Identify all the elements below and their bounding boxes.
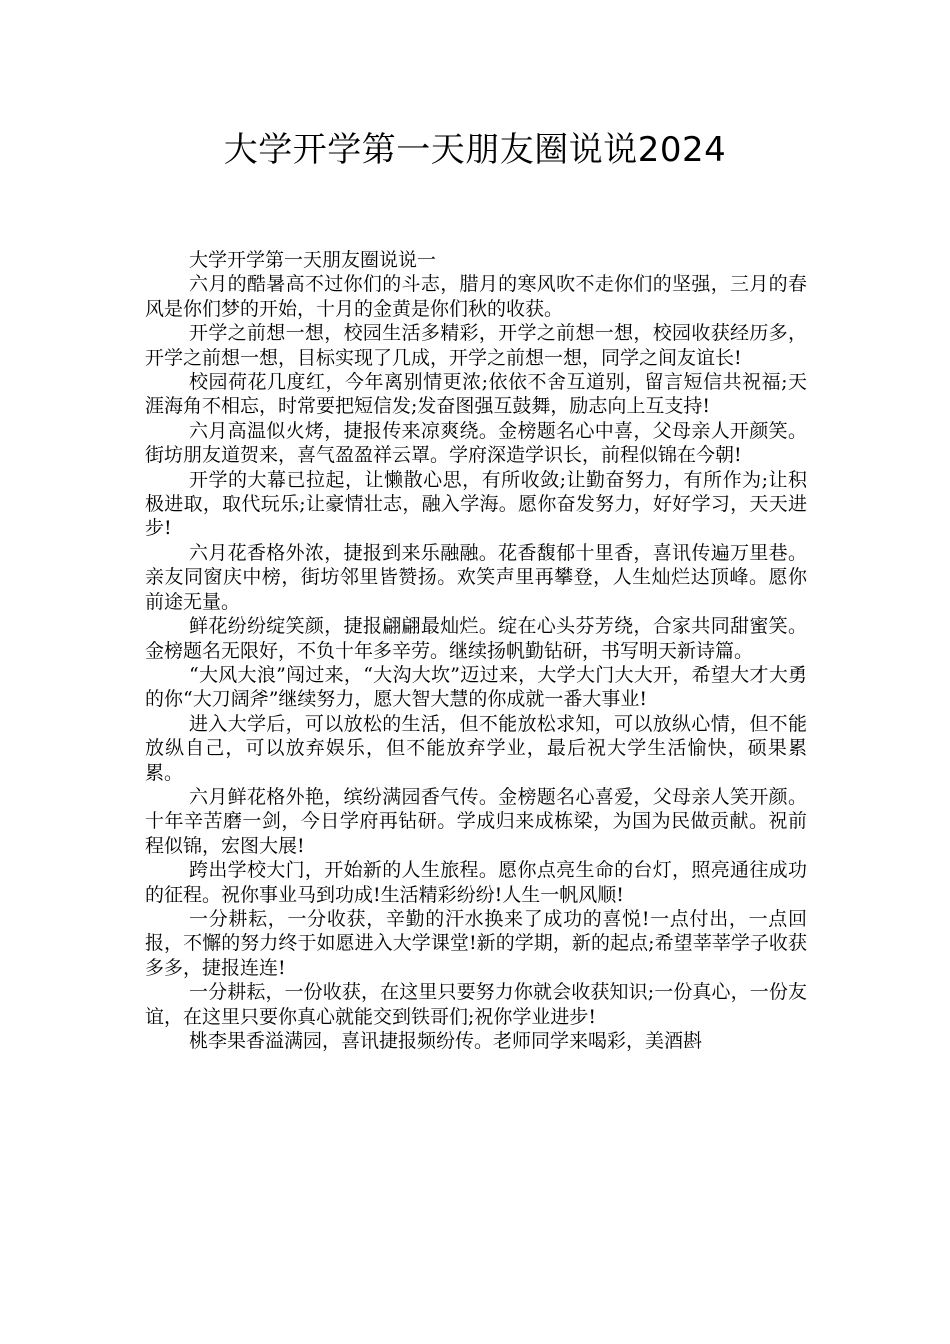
document-body: [145, 248, 807, 1053]
paragraph: 进入大学后，可以放松的生活，但不能放松求知，可以放纵心情，但不能放纵自己，可以放弃娱乐，但不能放弃学业，最后祝大学生活愉快，硕果累累。: [145, 712, 807, 784]
paragraph: 鲜花纷纷绽笑颜，捷报翩翩最灿烂。绽在心头芬芳绕，合家共同甜蜜笑。金榜题名无限好，不负十年多辛劳。继续扬帆勤钻研，书写明天新诗篇。: [145, 615, 807, 662]
paragraph: 六月鲜花格外艳，缤纷满园香气传。金榜题名心喜爱，父母亲人笑开颜。十年辛苦磨一剑，今日学府再钻研。学成归来成栋梁，为国为民做贡献。祝前程似锦，宏图大展!: [145, 785, 807, 857]
paragraph: 一分耕耘，一分收获，辛勤的汗水换来了成功的喜悦!一点付出，一点回报，不懈的努力终于如愿进入大学课堂!新的学期，新的起点;希望莘莘学子收获多多，捷报连连!: [145, 907, 807, 979]
paragraph: 六月高温似火烤，捷报传来凉爽绕。金榜题名心中喜，父母亲人开颜笑。街坊朋友道贺来，喜气盈盈祥云罩。学府深造学识长，前程似锦在今朝!: [145, 419, 807, 467]
paragraph: 校园荷花几度红，今年离别情更浓;依依不舍互道别，留言短信共祝福;天涯海角不相忘，时常要把短信发;发奋图强互鼓舞，励志向上互支持!: [145, 371, 807, 418]
paragraph: 跨出学校大门，开始新的人生旅程。愿你点亮生命的台灯，照亮通往成功的征程。祝你事业马到功成!生活精彩纷纷!人生一帆风顺!: [145, 859, 807, 906]
section-heading: 大学开学第一天朋友圈说说一: [189, 249, 437, 271]
paragraph: “大风大浪”闯过来，“大沟大坎”迈过来，大学大门大大开，希望大才大勇的你“大刀阔斧”继续努力，愿大智大慧的你成就一番大事业!: [145, 663, 807, 711]
paragraph: 六月花香格外浓，捷报到来乐融融。花香馥郁十里香，喜讯传遍万里巷。亲友同窗庆中榜，街坊邻里皆赞扬。欢笑声里再攀登，人生灿烂达顶峰。愿你前途无量。: [145, 541, 807, 613]
paragraph: 桃李果香溢满园，喜讯捷报频纷传。老师同学来喝彩，美酒斟: [189, 1030, 703, 1052]
paragraph: 开学之前想一想，校园生活多精彩，开学之前想一想，校园收获经历多，开学之前想一想，目标实现了几成，开学之前想一想，同学之间友谊长!: [145, 322, 807, 369]
paragraph: 开学的大幕已拉起，让懒散心思，有所收敛;让勤奋努力，有所作为;让积极进取，取代玩乐;让豪情壮志，融入学海。愿你奋发努力，好好学习，天天进步!: [145, 468, 807, 540]
paragraph: 一分耕耘，一份收获，在这里只要努力你就会收获知识;一份真心，一份友谊，在这里只要你真心就能交到铁哥们;祝你学业进步!: [145, 981, 807, 1028]
document-title: 大学开学第一天朋友圈说说2024: [223, 130, 727, 170]
paragraph: 六月的酷暑高不过你们的斗志，腊月的寒风吹不走你们的坚强，三月的春风是你们梦的开始，十月的金黄是你们秋的收获。: [145, 273, 807, 320]
